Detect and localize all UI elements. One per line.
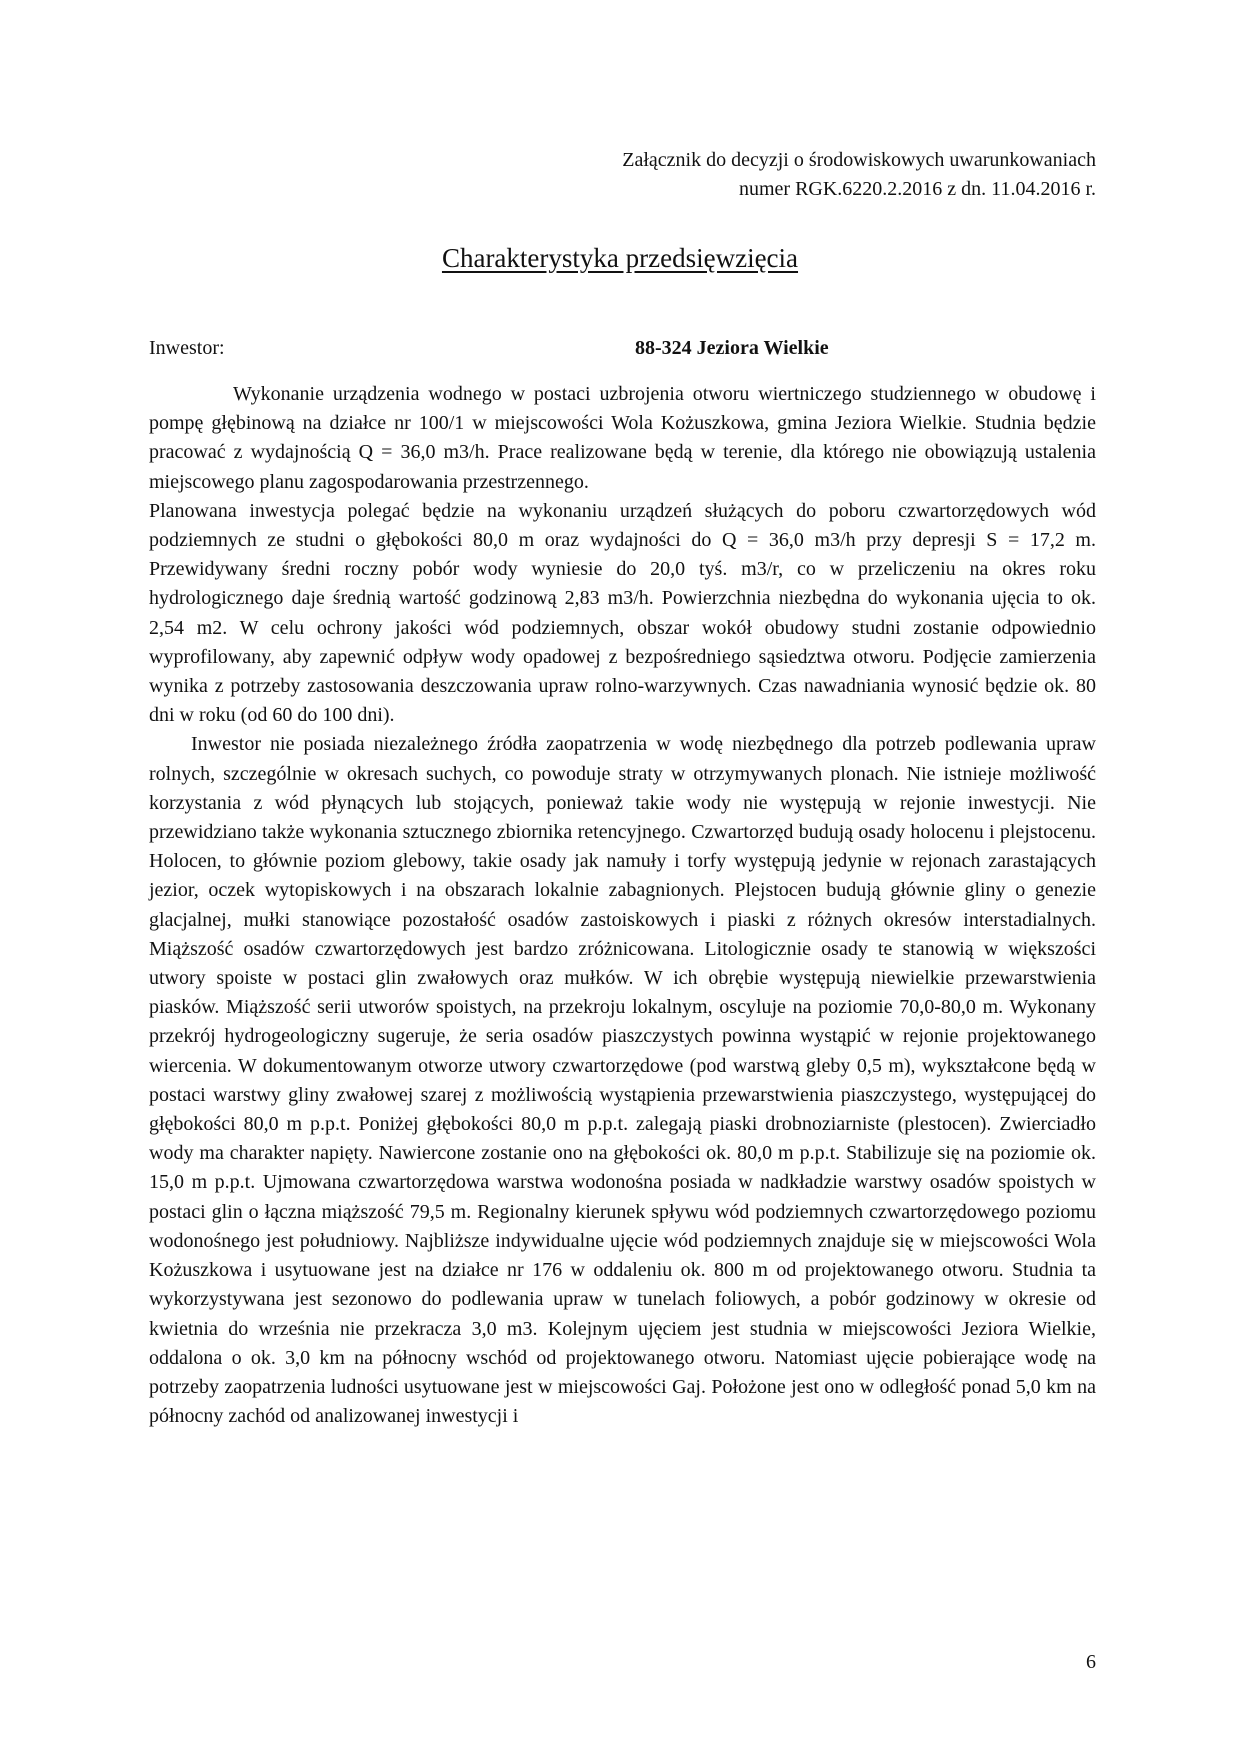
document-title: Charakterystyka przedsięwzięcia <box>441 243 799 273</box>
attachment-note-line-2: numer RGK.6220.2.2016 z dn. 11.04.2016 r. <box>738 178 1096 200</box>
attachment-note <box>622 146 1096 204</box>
page-number: 6 <box>1086 1651 1096 1673</box>
paragraph-hydrogeology: Inwestor nie posiada niezależnego źródła zaopatrzenia w wodę niezbędnego dla potrzeb podlewania upraw rolnych, szczególnie w okresach suchych, co powoduje straty w otrzymywanych plonach. Nie istnieje możliwość korzystania z wód płynących lub stojących, ponieważ takie wody nie występują w rejonie inwestycji. Nie przewidziano także wykonania sztucznego zbiornika retencyjnego. Czwartorzęd budują osady holocenu i plejstocenu. Holocen, to głównie poziom glebowy, takie osady jak namuły i torfy występują jedynie w rejonach zarastających jezior, oczek wytopiskowych i na obszarach lokalnie zabagnionych. Plejstocen budują głównie gliny o genezie glacjalnej, mułki stanowiące pozostałość osadów zastoiskowych i piaski z różnych okresów interstadialnych. Miąższość osadów czwartorzędowych jest bardzo zróżnicowana. Litologicznie osady te stanowią w większości utwory spoiste w postaci glin zwałowych oraz mułków. W ich obrębie występują niewielkie przewarstwienia piasków. Miąższość serii utworów spoistych, na przekroju lokalnym, oscyluje na poziomie 70,0-80,0 m. Wykonany przekrój hydrogeologiczny sugeruje, że seria osadów piaszczystych powinna wystąpić w rejonie projektowanego wiercenia. W dokumentowanym otworze utwory czwartorzędowe (pod warstwą gleby 0,5 m), wykształcone będą w postaci warstwy gliny zwałowej szarej z możliwością wystąpienia przewarstwienia piaszczystego, występującej do głębokości 80,0 m p.p.t. Poniżej głębokości 80,0 m p.p.t. zalegają piaski drobnoziarniste (plestocen). Zwierciadło wody ma charakter napięty. Nawiercone zostanie ono na głębokości ok. 80,0 m p.p.t. Stabilizuje się na poziomie ok. 15,0 m p.p.t. Ujmowana czwartorzędowa warstwa wodonośna posiada w nadkładzie warstwy osadów spoistych w postaci glin o łączna miąższość 79,5 m. Regionalny kierunek spływu wód podziemnych czwartorzędowego poziomu wodonośnego jest południowy. Najbliższe indywidualne ujęcie wód podziemnych znajduje się w miejscowości Wola Kożuszkowa i usytuowane jest na działce nr 176 w oddaleniu ok. 800 m od projektowanego otworu. Studnia ta wykorzystywana jest sezonowo do podlewania upraw w tunelach foliowych, a pobór godzinowy w okresie od kwietnia do września nie przekracza 3,0 m3. Kolejnym ujęciem jest studnia w miejscowości Jeziora Wielkie, oddalona o ok. 3,0 km na północny wschód od projektowanego otworu. Natomiast ujęcie pobierające wodę na potrzeby zaopatrzenia ludności usytuowane jest w miejscowości Gaj. Położone jest ono w odległość ponad 5,0 km na północny zachód od analizowanej inwestycji i <box>149 733 1096 1428</box>
investor-row <box>149 337 1096 367</box>
body-text <box>149 380 1096 1431</box>
paragraph-planned-investment: Planowana inwestycja polegać będzie na wykonaniu urządzeń służących do poboru czwartorzędowych wód podziemnych ze studni o głębokości 80,0 m oraz wydajności do Q = 36,0 m3/h przy depresji S = 17,2 m. Przewidywany średni roczny pobór wody wyniesie do 20,0 tyś. m3/r, co w przeliczeniu na okres roku hydrologicznego daje średnią wartość godzinową 2,83 m3/h. Powierzchnia niezbędna do wykonania ujęcia to ok. 2,54 m2. W celu ochrony jakości wód podziemnych, obszar wokół obudowy studni zostanie odpowiednio wyprofilowany, aby zapewnić odpływ wody opadowej z bezpośredniego sąsiedztwa otworu. Podjęcie zamierzenia wynika z potrzeby zastosowania deszczowania upraw rolno-warzywnych. Czas nawadniania wynosić będzie ok. 80 dni w roku (od 60 do 100 dni). <box>149 499 1096 727</box>
investor-value: 88-324 Jeziora Wielkie <box>635 337 829 359</box>
attachment-note-line-1: Załącznik do decyzji o środowiskowych uwarunkowaniach <box>622 149 1096 171</box>
investor-label: Inwestor: <box>149 337 225 359</box>
paragraph-description: Wykonanie urządzenia wodnego w postaci uzbrojenia otworu wiertniczego studziennego w obudowę i pompę głębinową na działce nr 100/1 w miejscowości Wola Kożuszkowa, gmina Jeziora Wielkie. Studnia będzie pracować z wydajnością Q = 36,0 m3/h. Prace realizowane będą w terenie, dla którego nie obowiązują ustalenia miejscowego planu zagospodarowania przestrzennego. <box>149 383 1096 493</box>
